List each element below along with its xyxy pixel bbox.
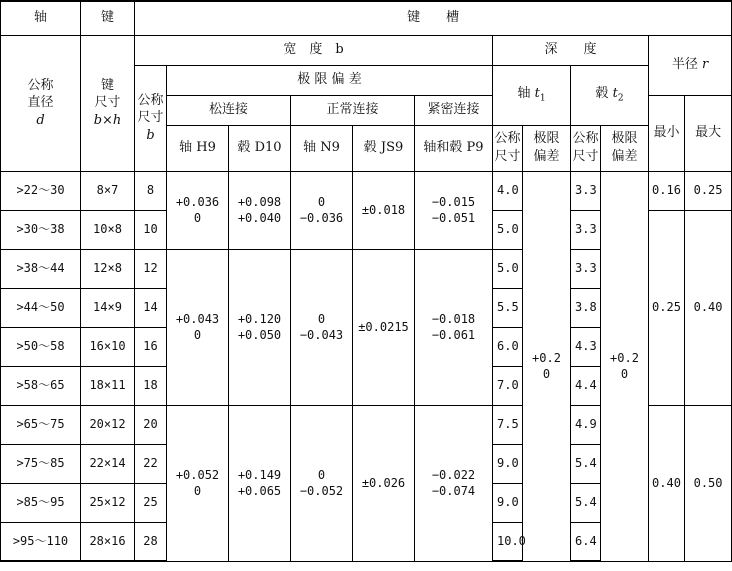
- header-shaft-t1-symbol: t: [534, 86, 540, 102]
- header-t2-deviation: [601, 125, 649, 171]
- header-t1-nominal: [493, 125, 523, 171]
- row-b: 12: [135, 249, 167, 288]
- group3-js9: ±0.026: [353, 405, 415, 561]
- row-t2: 5.4: [571, 444, 601, 483]
- group2-js9: ±0.0215: [353, 249, 415, 405]
- group3-h9: [167, 405, 229, 561]
- group3-p9: [415, 405, 493, 561]
- radius3-min: 0.40: [649, 405, 685, 561]
- header-nominal-size-symbol: b: [146, 127, 155, 143]
- row-key-size: 8×7: [81, 171, 135, 210]
- row-t1: 4.0: [493, 171, 523, 210]
- header-t2-nominal-line1: 公称: [572, 131, 599, 147]
- header-t1-nominal-line2: 尺寸: [494, 149, 521, 164]
- group3-h9-lower: 0: [193, 484, 202, 498]
- header-radius-label: 半径: [671, 57, 698, 73]
- header-hub-t2: [571, 65, 649, 125]
- header-nominal-diameter-symbol: d: [36, 112, 45, 128]
- row-diameter: >75～85: [1, 444, 81, 483]
- header-radius-min: 最小: [649, 95, 685, 171]
- row-b: 28: [135, 522, 167, 561]
- row-b: 16: [135, 327, 167, 366]
- row-b: 22: [135, 444, 167, 483]
- group2-d10-upper: +0.120: [237, 311, 282, 326]
- header-nominal-size: [135, 65, 167, 171]
- group1-n9-upper: 0: [317, 194, 326, 209]
- header-t1-deviation-line1: 极限: [533, 131, 560, 147]
- group3-n9-lower: −0.052: [299, 484, 344, 498]
- group2-h9-upper: +0.043: [175, 311, 220, 326]
- row-t2: 4.4: [571, 366, 601, 405]
- header-t1-nominal-line1: 公称: [494, 131, 521, 147]
- group1-p9: [415, 171, 493, 249]
- row-diameter: >30～38: [1, 210, 81, 249]
- group1-h9-upper: +0.036: [175, 194, 220, 209]
- group1-h9-lower: 0: [193, 211, 202, 225]
- header-radius-symbol: r: [702, 57, 709, 73]
- group3-n9-upper: 0: [317, 467, 326, 482]
- row-diameter: >22～30: [1, 171, 81, 210]
- row-b: 25: [135, 483, 167, 522]
- group1-d10-lower: +0.040: [237, 211, 282, 225]
- row-key-size: 18×11: [81, 366, 135, 405]
- header-key-size-line2: 尺寸: [94, 95, 121, 111]
- header-hub-js9: 毂 JS9: [353, 125, 415, 171]
- row-t1: 10.0: [493, 522, 523, 561]
- row-b: 8: [135, 171, 167, 210]
- row-key-size: 12×8: [81, 249, 135, 288]
- group1-n9: [291, 171, 353, 249]
- row-t2: 6.4: [571, 522, 601, 561]
- row-t1: 5.0: [493, 210, 523, 249]
- group1-h9: [167, 171, 229, 249]
- header-key-size-symbol: b×h: [93, 112, 122, 128]
- row-diameter: >85～95: [1, 483, 81, 522]
- table-row: [1, 171, 732, 210]
- header-shaft-hub-p9: 轴和毂 P9: [415, 125, 493, 171]
- header-hub-d10: 毂 D10: [229, 125, 291, 171]
- row-t2: 4.3: [571, 327, 601, 366]
- t1-deviation: [523, 171, 571, 561]
- header-shaft-h9: 轴 H9: [167, 125, 229, 171]
- row-diameter: >58～65: [1, 366, 81, 405]
- radius2-min: 0.25: [649, 210, 685, 405]
- row-t1: 7.5: [493, 405, 523, 444]
- group2-p9-upper: −0.018: [431, 311, 476, 326]
- row-key-size: 28×16: [81, 522, 135, 561]
- header-width: 宽 度 b: [135, 35, 493, 65]
- header-shaft: 轴: [1, 1, 81, 35]
- header-radius-max: 最大: [685, 95, 732, 171]
- group3-h9-upper: +0.052: [175, 467, 220, 482]
- row-t1: 5.0: [493, 249, 523, 288]
- row-key-size: 22×14: [81, 444, 135, 483]
- header-shaft-t1: [493, 65, 571, 125]
- header-shaft-n9: 轴 N9: [291, 125, 353, 171]
- header-depth: 深 度: [493, 35, 649, 65]
- group1-js9: ±0.018: [353, 171, 415, 249]
- group1-p9-lower: −0.051: [431, 211, 476, 225]
- group2-n9-lower: −0.043: [299, 328, 344, 342]
- header-normal-fit: 正常连接: [291, 95, 415, 125]
- header-shaft-t1-label: 轴: [517, 86, 531, 102]
- row-diameter: >38～44: [1, 249, 81, 288]
- header-key: 键: [81, 1, 135, 35]
- row-b: 14: [135, 288, 167, 327]
- row-key-size: 14×9: [81, 288, 135, 327]
- row-t1: 7.0: [493, 366, 523, 405]
- group3-d10-upper: +0.149: [237, 467, 282, 482]
- header-key-size-line1: 键: [100, 77, 114, 93]
- header-hub-t2-subscript: 2: [617, 93, 624, 104]
- row-t2: 3.3: [571, 171, 601, 210]
- row-b: 20: [135, 405, 167, 444]
- t1-deviation-upper: +0.2: [532, 350, 561, 365]
- row-t2: 3.3: [571, 249, 601, 288]
- row-key-size: 16×10: [81, 327, 135, 366]
- row-t1: 9.0: [493, 483, 523, 522]
- radius2-max: 0.40: [685, 210, 732, 405]
- group2-d10-lower: +0.050: [237, 328, 282, 342]
- group3-d10: [229, 405, 291, 561]
- header-nominal-diameter: [1, 35, 81, 171]
- row-t1: 6.0: [493, 327, 523, 366]
- header-t2-nominal-line2: 尺寸: [572, 149, 599, 164]
- row-diameter: >44～50: [1, 288, 81, 327]
- header-hub-t2-symbol: t: [612, 86, 618, 102]
- header-nominal-diameter-line2: 直径: [27, 95, 54, 111]
- group1-n9-lower: −0.036: [299, 211, 344, 225]
- header-nominal-diameter-line1: 公称: [27, 77, 54, 93]
- row-t1: 5.5: [493, 288, 523, 327]
- row-diameter: >95～110: [1, 522, 81, 561]
- header-loose-fit: 松连接: [167, 95, 291, 125]
- header-keyway: 键 槽: [135, 1, 732, 35]
- row-t2: 5.4: [571, 483, 601, 522]
- header-radius: [649, 35, 732, 95]
- group2-d10: [229, 249, 291, 405]
- group1-d10-upper: +0.098: [237, 194, 282, 209]
- row-key-size: 10×8: [81, 210, 135, 249]
- row-diameter: >65～75: [1, 405, 81, 444]
- row-b: 18: [135, 366, 167, 405]
- t2-deviation: [601, 171, 649, 561]
- header-t1-deviation: [523, 125, 571, 171]
- header-t2-deviation-line1: 极限: [611, 131, 638, 147]
- group2-h9: [167, 249, 229, 405]
- group2-n9: [291, 249, 353, 405]
- group3-p9-lower: −0.074: [431, 484, 476, 498]
- group1-d10: [229, 171, 291, 249]
- t2-deviation-lower: 0: [620, 367, 629, 381]
- row-b: 10: [135, 210, 167, 249]
- row-t1: 9.0: [493, 444, 523, 483]
- header-shaft-t1-subscript: 1: [539, 93, 546, 104]
- row-t2: 4.9: [571, 405, 601, 444]
- header-t1-deviation-line2: 偏差: [533, 149, 560, 164]
- header-nominal-size-line1: 公称: [137, 92, 164, 108]
- row-key-size: 25×12: [81, 483, 135, 522]
- radius1-min: 0.16: [649, 171, 685, 210]
- header-hub-t2-label: 毂: [595, 86, 609, 102]
- group2-p9: [415, 249, 493, 405]
- group3-d10-lower: +0.065: [237, 484, 282, 498]
- group3-n9: [291, 405, 353, 561]
- radius1-max: 0.25: [685, 171, 732, 210]
- t1-deviation-lower: 0: [542, 367, 551, 381]
- group1-p9-upper: −0.015: [431, 194, 476, 209]
- row-key-size: 20×12: [81, 405, 135, 444]
- header-key-size: [81, 35, 135, 171]
- group2-p9-lower: −0.061: [431, 328, 476, 342]
- row-t2: 3.3: [571, 210, 601, 249]
- header-nominal-size-line2: 尺寸: [137, 110, 164, 126]
- row-t2: 3.8: [571, 288, 601, 327]
- header-t2-deviation-line2: 偏差: [611, 149, 638, 164]
- t2-deviation-upper: +0.2: [610, 350, 639, 365]
- group3-p9-upper: −0.022: [431, 467, 476, 482]
- radius3-max: 0.50: [685, 405, 732, 561]
- row-diameter: >50～58: [1, 327, 81, 366]
- group2-h9-lower: 0: [193, 328, 202, 342]
- header-limit-deviation: 极 限 偏 差: [167, 65, 493, 95]
- group2-n9-upper: 0: [317, 311, 326, 326]
- header-t2-nominal: [571, 125, 601, 171]
- header-tight-fit: 紧密连接: [415, 95, 493, 125]
